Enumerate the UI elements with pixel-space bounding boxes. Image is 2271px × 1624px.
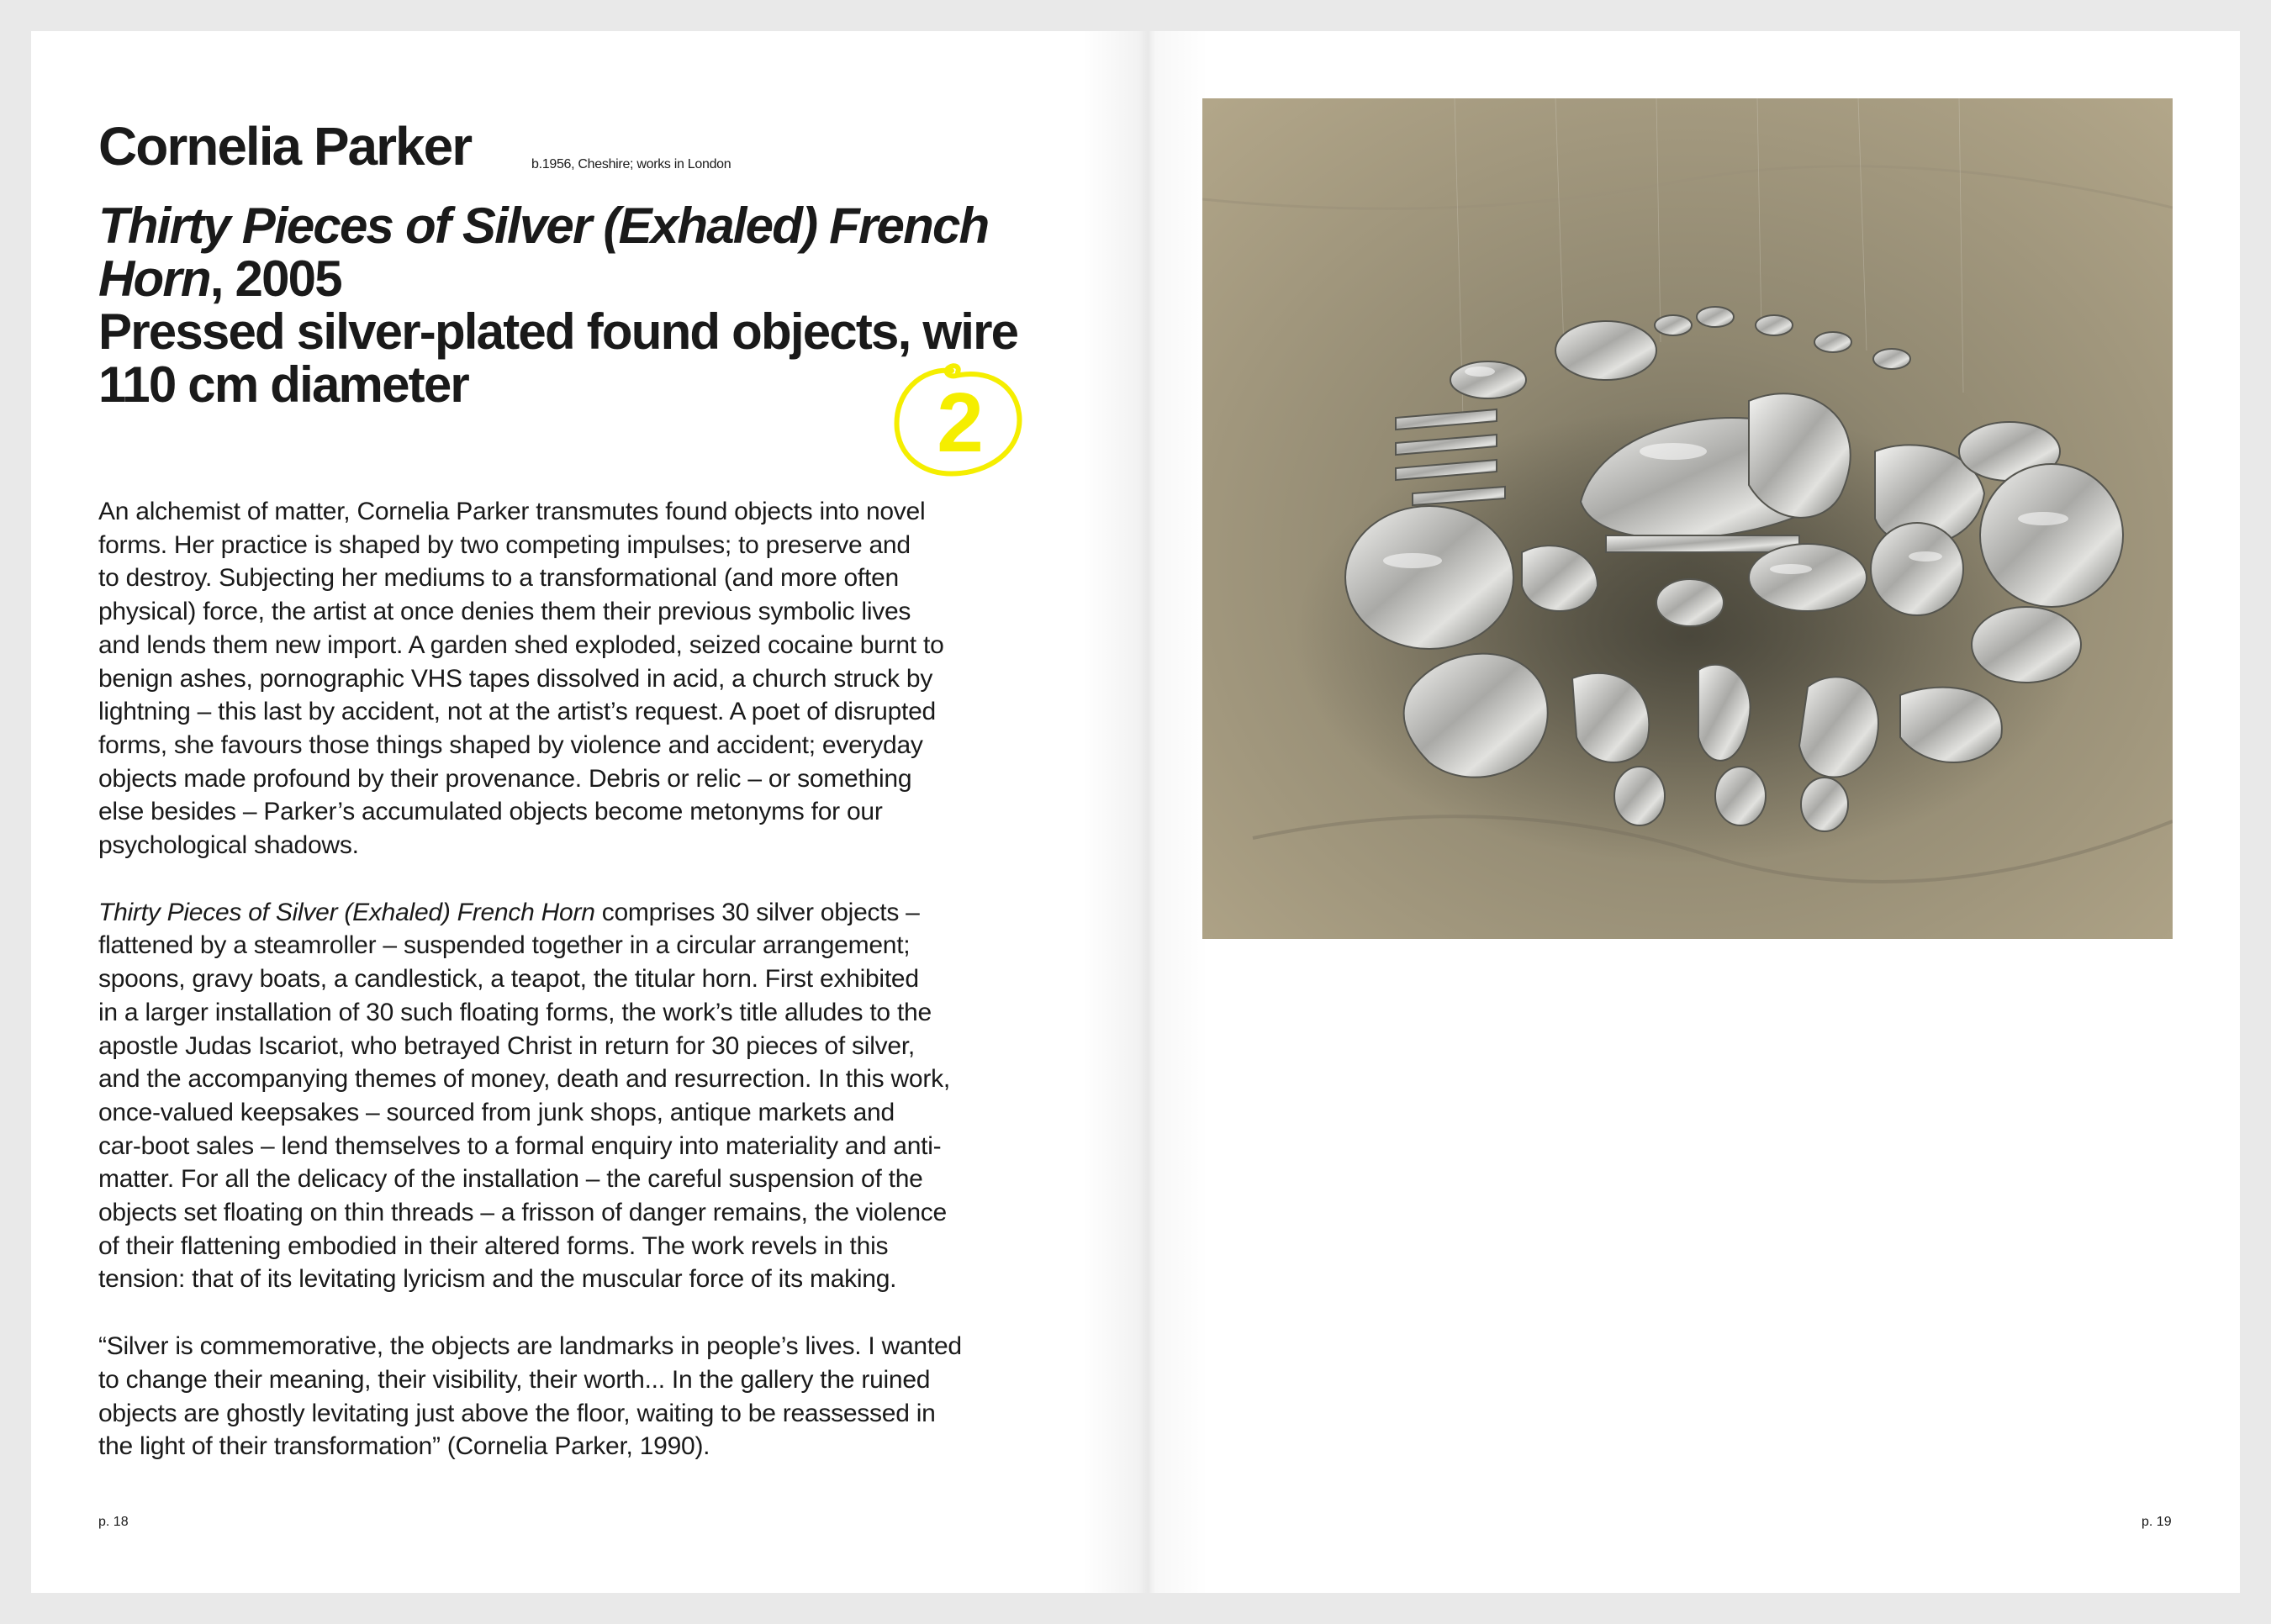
paragraph-3-quote: “Silver is commemorative, the objects are landmarks in people’s lives. I wanted to change their meaning, their visibility, their worth... In the gallery the ruined objects are ghostly levitating just above the floor, waiting to be reassessed in the light of their transformation” (Cornelia Parker, 1990).	[98, 1332, 962, 1461]
book-spread	[31, 31, 2240, 1593]
body-copy	[98, 495, 1116, 1497]
artwork-title-part-2: Horn	[98, 250, 210, 307]
paragraph-1: An alchemist of matter, Cornelia Parker transmutes found objects into novel forms. Her practice is shaped by two competing impulses; to preserve and to destroy. Subjecting her mediums to a transformational (and more often physical) force, the artist at once denies them their previous symbolic lives and lends them new import. A garden shed exploded, seized cocaine burnt to benign ashes, pornographic VHS tapes dissolved in acid, a church struck by lightning – this last by accident, not at the artist’s request. A poet of disrupted forms, she favours those things shaped by violence and accident; everyday objects made profound by their provenance. Debris or relic – or something else besides – Parker’s accumulated objects become metonyms for our psychological shadows.	[98, 498, 944, 860]
annotation-number: 2	[937, 376, 984, 470]
artwork-title-part-1: Thirty Pieces of Silver (Exhaled) French	[98, 198, 989, 254]
hand-drawn-circle-icon	[855, 359, 1065, 485]
paragraph-2-text: comprises 30 silver objects – flattened by a steamroller – suspended together in a circular arrangement; spoons, gravy boats, a candlestick, a teapot, the titular horn. First exhibited in a larger installation of 30 such floating forms, the work’s title alludes to the apostle Judas Iscariot, who betrayed Christ in return for 30 pieces of silver, and the accompanying themes of money, death and resurrection. In this work, once-valued keepsakes – sourced from junk shops, antique markets and car-boot sales – lend themselves to a formal enquiry into materiality and anti- matter. For all the delicacy of the installation – the careful suspension of the objects set floating on thin threads – a frisson of danger remains, the violence of their flattening embodied in their altered forms. The work revels in this tension: that of its levitating lyricism and the muscular force of its making.	[98, 898, 950, 1294]
artist-meta: b.1956, Cheshire; works in London	[531, 157, 731, 171]
artwork-photograph	[1202, 98, 2173, 939]
paragraph-2-title: Thirty Pieces of Silver (Exhaled) French Horn	[98, 898, 595, 926]
artist-name: Cornelia Parker	[98, 116, 472, 177]
highlight-annotation	[855, 359, 1065, 485]
artwork-year: , 2005	[209, 250, 341, 307]
artwork-title-line-2	[98, 252, 1107, 305]
artwork-photo-image	[1202, 98, 2173, 939]
artwork-dimensions: 110 cm diameter	[98, 356, 468, 413]
page-number-left: p. 18	[98, 1515, 129, 1529]
left-page	[98, 31, 1116, 1593]
page-number-right: p. 19	[2142, 1515, 2172, 1529]
artwork-title-line-1	[98, 199, 1107, 252]
entry-header	[98, 90, 1107, 413]
paragraph-2	[98, 896, 1116, 1296]
artwork-medium: Pressed silver-plated found objects, wire	[98, 303, 1018, 360]
artist-line	[98, 90, 1107, 177]
